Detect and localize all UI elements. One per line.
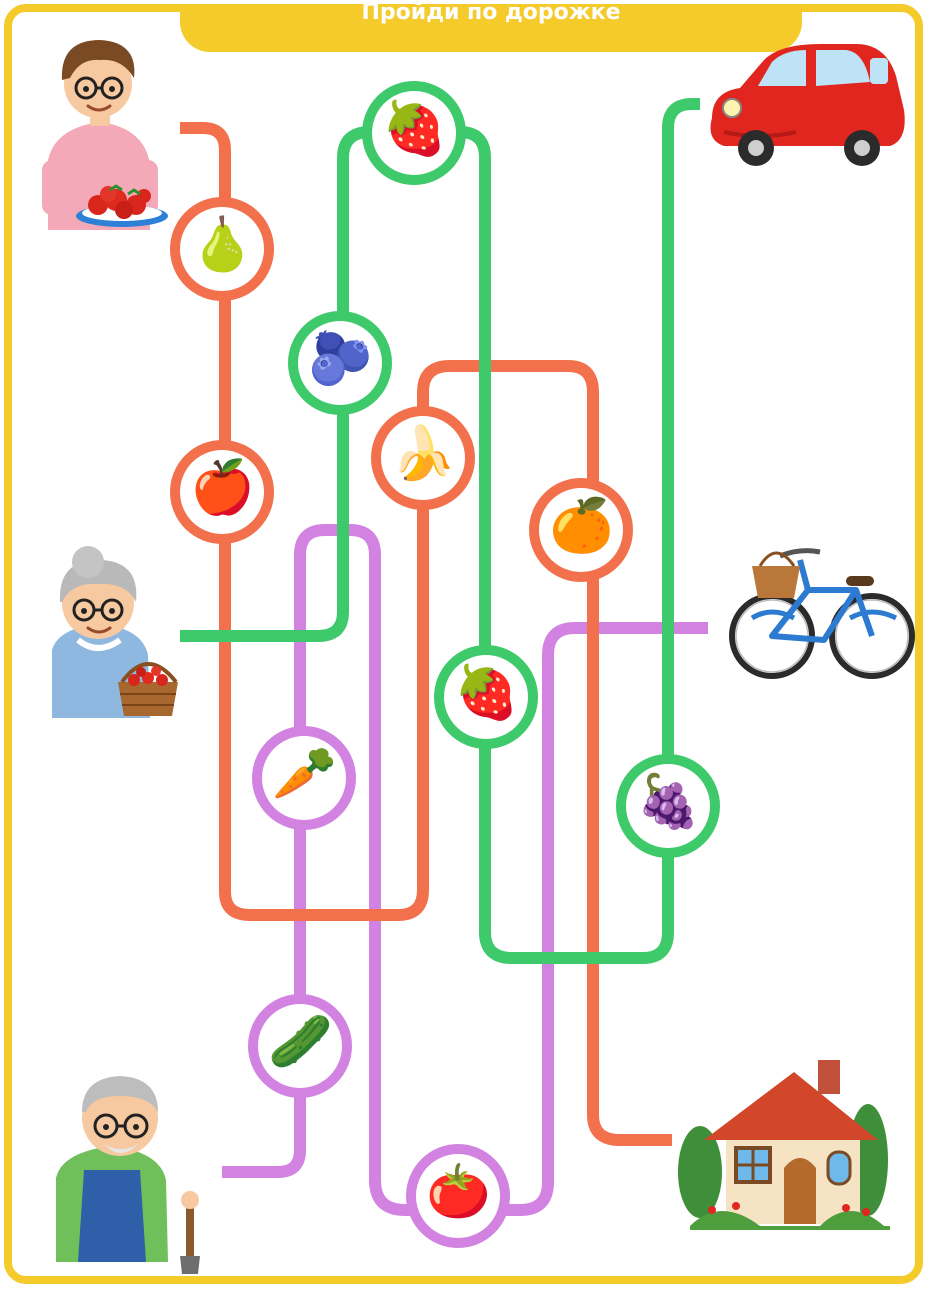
page-title: Пройди по дорожке [361, 0, 621, 25]
tomato-icon: 🍅 [426, 1162, 491, 1222]
blackberry-icon: 🍇 [636, 772, 701, 832]
raspberry-icon: 🍓 [382, 99, 447, 159]
blue-bicycle-icon[interactable] [732, 551, 912, 676]
grandma-with-basket-icon[interactable] [52, 546, 178, 718]
grandpa-with-shovel-icon[interactable] [56, 1076, 200, 1274]
strawberry-icon: 🍓 [454, 663, 519, 723]
pear-icon: 🍐 [190, 215, 255, 275]
carrot-icon: 🥕 [272, 744, 337, 804]
red-car-icon[interactable] [711, 44, 905, 166]
cucumber-icon: 🥒 [268, 1012, 333, 1072]
boy-with-tomatoes-icon[interactable] [42, 40, 168, 230]
orange-fruit-icon: 🍊 [549, 496, 614, 556]
blueberry-icon: 🫐 [308, 329, 373, 389]
apple-icon: 🍎 [190, 458, 255, 518]
banana-icon: 🍌 [391, 424, 456, 484]
house-icon[interactable] [678, 1060, 890, 1230]
